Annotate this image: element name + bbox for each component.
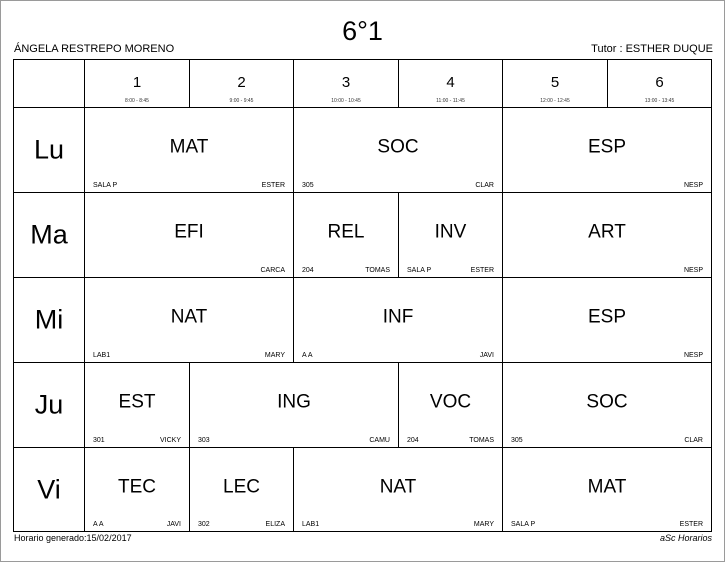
lesson-teacher: NESP [683, 182, 703, 189]
period-number: 2 [237, 74, 246, 91]
lesson-cell [399, 363, 503, 448]
lesson-subject: INV [434, 221, 467, 243]
lesson-teacher: TOMAS [469, 437, 494, 444]
day-row-header [14, 278, 85, 363]
lesson-cell [399, 193, 503, 278]
period-header [503, 60, 608, 108]
lesson-teacher: ESTER [470, 267, 494, 274]
lesson-subject: SOC [377, 136, 419, 158]
lesson-teacher: TOMAS [365, 267, 390, 274]
lesson-cell [85, 278, 294, 363]
lesson-subject: EST [118, 391, 156, 413]
timetable-grid [13, 59, 712, 532]
lesson-subject: TEC [118, 475, 156, 497]
day-label: Vi [37, 474, 61, 504]
day-row-header [14, 448, 85, 531]
lesson-subject: NAT [379, 475, 417, 497]
lesson-cell [294, 278, 503, 363]
tutor-name: Tutor : ESTHER DUQUE [591, 43, 713, 55]
lesson-cell [503, 363, 711, 448]
teacher-name: ÁNGELA RESTREPO MORENO [14, 43, 175, 55]
lesson-subject: ING [277, 391, 311, 413]
lesson-room: 301 [93, 437, 105, 444]
day-row-header [14, 193, 85, 278]
period-number: 4 [446, 74, 455, 91]
lesson-cell [503, 108, 711, 193]
day-label: Ma [30, 219, 68, 250]
lesson-subject: EFI [174, 221, 204, 243]
lesson-teacher: CARCA [260, 267, 285, 274]
lesson-room: SALA P [93, 182, 118, 189]
period-header [399, 60, 503, 108]
lesson-cell [503, 448, 711, 531]
day-label: Lu [33, 134, 65, 165]
period-time: 8:00 - 8:45 [125, 98, 149, 104]
day-label: Ju [34, 389, 64, 420]
lesson-room: 302 [198, 521, 210, 528]
timetable-title: 6°1 [342, 16, 383, 46]
period-number: 5 [550, 74, 560, 91]
lesson-room: A A [93, 521, 104, 528]
lesson-cell [294, 193, 399, 278]
lesson-teacher: NESP [683, 352, 703, 359]
lesson-cell [85, 363, 190, 448]
lesson-teacher: CLAR [684, 437, 703, 444]
lesson-cell [85, 193, 294, 278]
period-header [85, 60, 190, 108]
lesson-teacher: JAVI [166, 521, 181, 528]
lesson-subject: MAT [169, 136, 209, 158]
grid-corner [14, 60, 85, 108]
lesson-teacher: MARY [264, 352, 285, 359]
lesson-cell [85, 108, 294, 193]
lesson-cell [85, 448, 190, 531]
generated-date: Horario generado:15/02/2017 [14, 533, 132, 543]
period-time: 11:00 - 11:45 [436, 98, 465, 104]
lesson-teacher: MARY [473, 521, 494, 528]
lesson-cell [190, 448, 294, 531]
lesson-room: LAB1 [93, 352, 111, 359]
lesson-room: 204 [302, 267, 314, 274]
lesson-teacher: JAVI [479, 352, 494, 359]
lesson-subject: MAT [587, 475, 627, 497]
lesson-teacher: CAMU [369, 437, 390, 444]
lesson-teacher: ESTER [679, 521, 703, 528]
period-time: 10:00 - 10:45 [331, 98, 361, 104]
lesson-subject: NAT [170, 306, 208, 328]
lesson-cell [294, 448, 503, 531]
lesson-teacher: CLAR [475, 182, 494, 189]
lesson-cell [503, 193, 711, 278]
lesson-room: 305 [511, 437, 523, 444]
lesson-room: 303 [198, 437, 210, 444]
lesson-subject: ESP [587, 306, 627, 328]
lesson-room: SALA P [511, 521, 536, 528]
lesson-room: SALA P [407, 267, 432, 274]
lesson-teacher: NESP [683, 267, 703, 274]
lesson-cell [503, 278, 711, 363]
lesson-cell [294, 108, 503, 193]
period-header [294, 60, 399, 108]
lesson-subject: INF [382, 306, 414, 328]
period-time: 9:00 - 9:45 [229, 98, 254, 104]
lesson-subject: SOC [586, 391, 628, 413]
period-number: 1 [132, 74, 142, 91]
lesson-subject: LEC [223, 475, 260, 497]
lesson-room: A A [302, 352, 313, 359]
period-time: 12:00 - 12:45 [540, 98, 570, 104]
lesson-room: 204 [407, 437, 419, 444]
lesson-subject: REL [327, 221, 365, 243]
lesson-room: 305 [302, 182, 314, 189]
period-header [608, 60, 711, 108]
day-label: Mi [34, 304, 64, 335]
lesson-subject: ART [588, 221, 626, 243]
period-number: 6 [655, 74, 664, 91]
lesson-cell [190, 363, 399, 448]
period-number: 3 [341, 74, 351, 91]
lesson-teacher: VICKY [159, 437, 181, 444]
day-row-header [14, 108, 85, 193]
period-header [190, 60, 294, 108]
software-brand: aSc Horarios [659, 533, 712, 543]
day-row-header [14, 363, 85, 448]
lesson-teacher: ESTER [261, 182, 285, 189]
period-time: 13:00 - 13:45 [644, 98, 675, 104]
lesson-subject: ESP [587, 136, 627, 158]
lesson-room: LAB1 [302, 521, 320, 528]
lesson-subject: VOC [429, 391, 472, 413]
lesson-teacher: ELIZA [265, 521, 285, 528]
